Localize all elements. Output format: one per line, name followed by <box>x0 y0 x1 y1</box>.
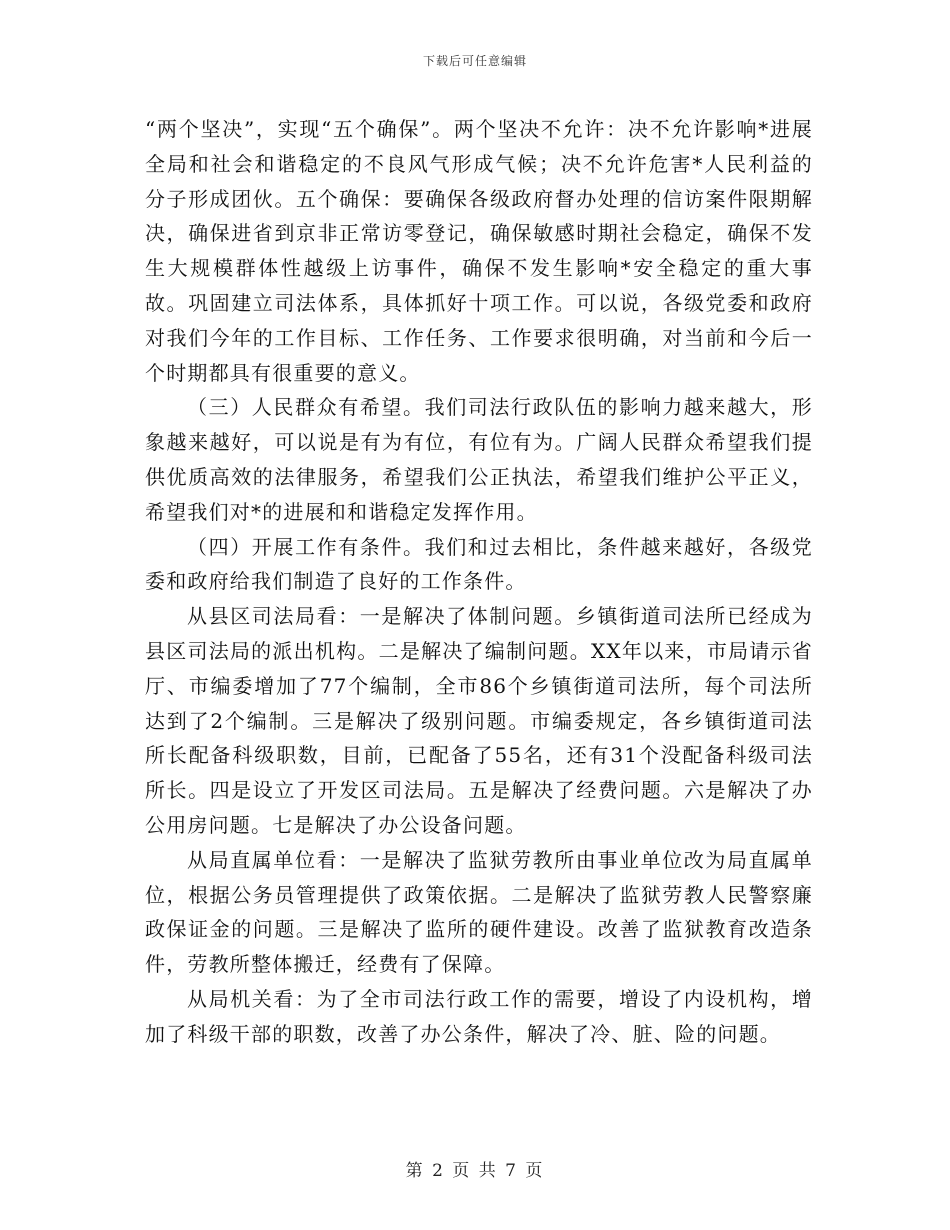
paragraph-5: 从局直属单位看：一是解决了监狱劳教所由事业单位改为局直属单位，根据公务员管理提供了政策依据。二是解决了监狱劳教人民警察廉政保证金的问题。三是解决了监所的硬件建设。改善了监狱教育改造条件，劳教所整体搬迁，经费有了保障。 <box>145 847 813 977</box>
paragraph-3: （四）开展工作有条件。我们和过去相比，条件越来越好，各级党委和政府给我们制造了良好的工作条件。 <box>145 534 813 594</box>
paragraph-1: “两个坚决”，实现“五个确保”。两个坚决不允许：决不允许影响*进展全局和社会和谐稳定的不良风气形成气候；决不允许危害*人民利益的分子形成团伙。五个确保：要确保各级政府督办处理的信访案件限期解决，确保进省到京非正常访零登记，确保敏感时期社会稳定，确保不发生大规模群体性越级上访事件，确保不发生影响*安全稳定的重大事故。巩固建立司法体系，具体抓好十项工作。可以说，各级党委和政府对我们今年的工作目标、工作任务、工作要求很明确，对当前和今后一个时期都具有很重要的意义。 <box>145 117 813 385</box>
paragraph-4: 从县区司法局看：一是解决了体制问题。乡镇街道司法所已经成为县区司法局的派出机构。二是解决了编制问题。XX年以来，市局请示省厅、市编委增加了77个编制，全市86个乡镇街道司法所，每个司法所达到了2个编制。三是解决了级别问题。市编委规定，各乡镇街道司法所长配备科级职数，目前，已配备了55名，还有31个没配备科级司法所长。四是设立了开发区司法局。五是解决了经费问题。六是解决了办公用房问题。七是解决了办公设备问题。 <box>145 604 813 837</box>
page-header: 下载后可任意编辑 <box>422 54 527 68</box>
document-body <box>145 112 813 1052</box>
paragraph-2: （三）人民群众有希望。我们司法行政队伍的影响力越来越大，形象越来越好，可以说是有为有位，有位有为。广阔人民群众希望我们提供优质高效的法律服务，希望我们公正执法，希望我们维护公平正义，希望我们对*的进展和和谐稳定发挥作用。 <box>145 395 813 524</box>
paragraph-6: 从局机关看：为了全市司法行政工作的需要，增设了内设机构，增加了科级干部的职数，改善了办公条件，解决了冷、脏、险的问题。 <box>145 986 813 1046</box>
page-number-footer: 第 2 页 共 7 页 <box>405 1161 545 1181</box>
